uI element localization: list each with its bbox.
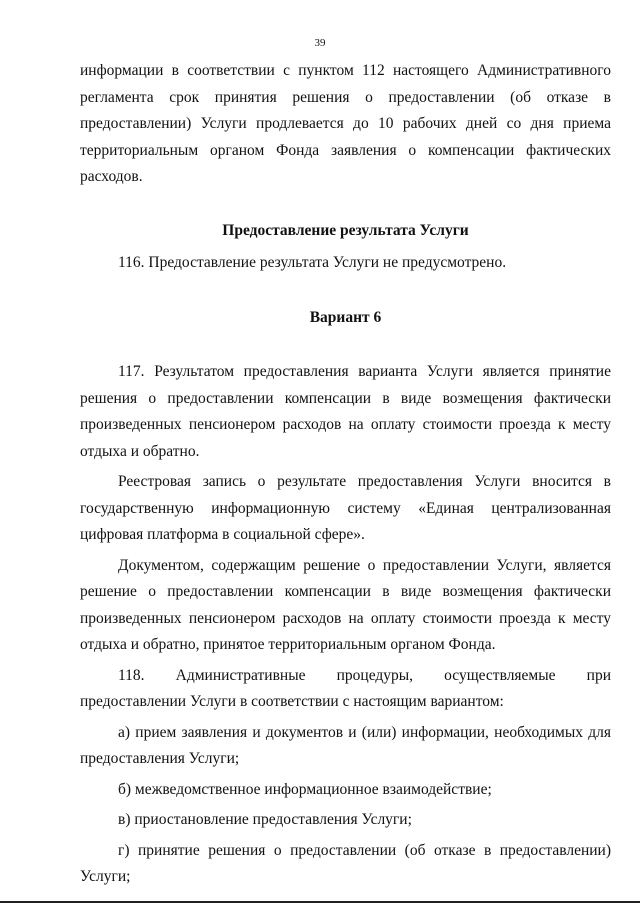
list-item-g: г) принятие решения о предоставлении (об отказе в предоставлении) Услуги;	[80, 841, 611, 885]
paragraph-registry: Реестровая запись о результате предоставления Услуги вносится в государственную информационную систему «Единая централизованная цифровая платформа в социальной сфере».	[80, 473, 611, 543]
paragraph-intro: информации в соответствии с пунктом 112 настоящего Административного регламента срок принятия решения о предоставлении (об отказе в предоставлении) Услуги продлевается до 10 рабочих дней со дня приема территориальным органом Фонда заявления о компенсации фактических расходов.	[80, 62, 611, 185]
document-body	[80, 58, 611, 891]
spacer	[80, 331, 611, 359]
paragraph-117: 117. Результатом предоставления варианта Услуги является принятие решения о предоставлении компенсации в виде возмещения фактически произведенных пенсионером расходов на оплату стоимости проезда к месту отдыха и обратно.	[80, 363, 611, 460]
list-item-a: а) прием заявления и документов и (или) информации, необходимых для предоставления Услуги;	[80, 723, 611, 767]
paragraph-document: Документом, содержащим решение о предоставлении Услуги, является решение о предоставлении компенсации в виде возмещения фактически произведенных пенсионером расходов на оплату стоимости проезда к месту отдыха и обратно, принятое территориальным органом Фонда.	[80, 556, 611, 653]
spacer	[80, 277, 611, 305]
list-item-v: в) приостановление предоставления Услуги;	[118, 811, 412, 828]
list-item-b: б) межведомственное информационное взаимодействие;	[118, 780, 492, 798]
page-number: 39	[314, 37, 326, 49]
section-heading-result: Предоставление результата Услуги	[222, 221, 469, 239]
paragraph-118: 118. Административные процедуры, осуществляемые при предоставлении Услуги в соответствии с настоящим вариантом:	[80, 666, 611, 710]
spacer	[80, 191, 611, 218]
section-heading-variant: Вариант 6	[309, 308, 382, 326]
paragraph-116: 116. Предоставление результата Услуги не предусмотрено.	[118, 254, 507, 271]
